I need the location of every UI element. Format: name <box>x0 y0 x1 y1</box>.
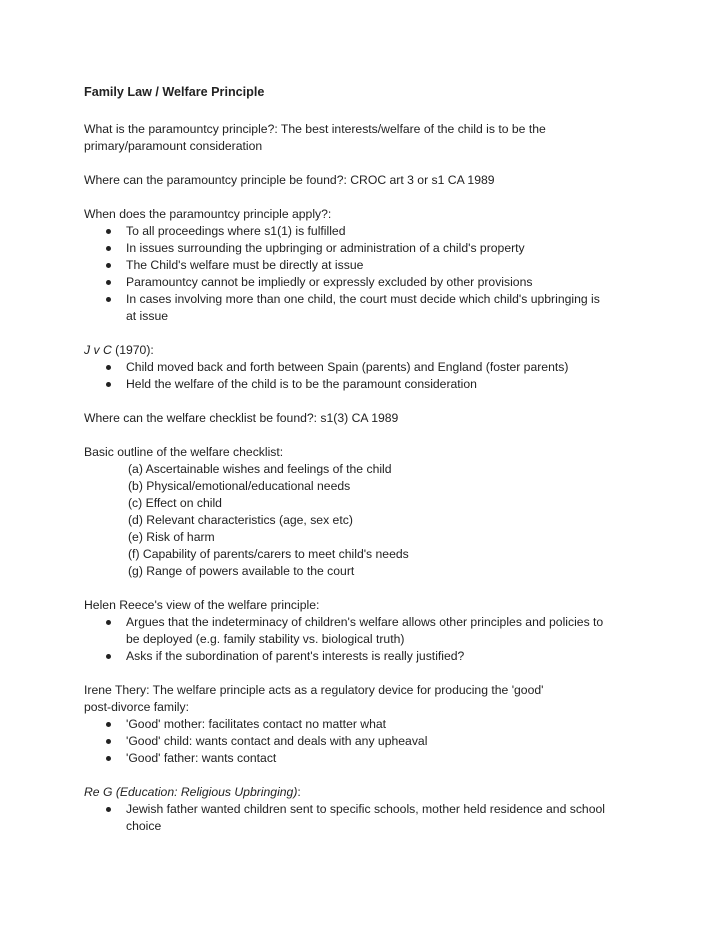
case-j-v-c <box>84 342 644 393</box>
case-j-v-c-list <box>84 359 644 393</box>
helen-reece-view <box>84 597 644 665</box>
list-item: 'Good' father: wants contact <box>84 750 644 767</box>
document-title: Family Law / Welfare Principle <box>84 85 265 99</box>
list-item: (g) Range of powers available to the court <box>128 564 355 578</box>
welfare-checklist-source-text: Where can the welfare checklist be found?: s1(3) CA 1989 <box>84 411 399 425</box>
list-item: (c) Effect on child <box>128 496 222 510</box>
paramountcy-application-heading: When does the paramountcy principle apply?: <box>84 207 332 221</box>
list-item: To all proceedings where s1(1) is fulfilled <box>84 223 644 240</box>
list-item: Child moved back and forth between Spain (parents) and England (foster parents) <box>84 359 644 376</box>
helen-reece-list <box>84 614 644 665</box>
list-item: (a) Ascertainable wishes and feelings of the child <box>128 462 392 476</box>
list-item: In cases involving more than one child, the court must decide which child's upbringing is at issue <box>84 291 644 325</box>
welfare-checklist-list <box>84 461 644 580</box>
welfare-checklist <box>84 444 644 580</box>
case-name: J v C <box>84 343 112 357</box>
helen-reece-heading: Helen Reece's view of the welfare principle: <box>84 598 320 612</box>
list-item: 'Good' child: wants contact and deals with any upheaval <box>84 733 644 750</box>
case-re-g <box>84 784 644 835</box>
case-name: Re G (Education: Religious Upbringing) <box>84 785 298 799</box>
list-item: In issues surrounding the upbringing or administration of a child's property <box>84 240 644 257</box>
paramountcy-application-list <box>84 223 644 325</box>
paramountcy-source-text: Where can the paramountcy principle be found?: CROC art 3 or s1 CA 1989 <box>84 173 495 187</box>
list-item: (e) Risk of harm <box>128 530 215 544</box>
irene-thery-list <box>84 716 644 767</box>
list-item: Argues that the indeterminacy of children's welfare allows other principles and policies to be deployed (e.g. family stability vs. biological truth) <box>84 614 644 648</box>
list-item: The Child's welfare must be directly at issue <box>84 257 644 274</box>
paramountcy-source <box>84 172 644 189</box>
case-re-g-heading: Re G (Education: Religious Upbringing): <box>84 785 301 799</box>
paramountcy-definition <box>84 121 644 155</box>
irene-thery-line-2: post-divorce family: <box>84 700 189 714</box>
list-item: Held the welfare of the child is to be the paramount consideration <box>84 376 644 393</box>
paramountcy-application <box>84 206 644 325</box>
list-item: (f) Capability of parents/carers to meet child's needs <box>128 547 409 561</box>
list-item: (d) Relevant characteristics (age, sex etc) <box>128 513 353 527</box>
list-item: 'Good' mother: facilitates contact no matter what <box>84 716 644 733</box>
welfare-checklist-source <box>84 410 644 427</box>
case-year: (1970): <box>111 343 154 357</box>
list-item: (b) Physical/emotional/educational needs <box>128 479 351 493</box>
case-j-v-c-heading <box>84 342 644 359</box>
list-item: Asks if the subordination of parent's interests is really justified? <box>84 648 644 665</box>
list-item: Jewish father wanted children sent to specific schools, mother held residence and school choice <box>84 801 644 835</box>
paramountcy-definition-line-2: primary/paramount consideration <box>84 139 263 153</box>
list-item: Paramountcy cannot be impliedly or expressly excluded by other provisions <box>84 274 644 291</box>
paramountcy-definition-line-1: What is the paramountcy principle?: The best interests/welfare of the child is to be the <box>84 122 546 136</box>
welfare-checklist-heading: Basic outline of the welfare checklist: <box>84 445 284 459</box>
irene-thery-view <box>84 682 644 767</box>
case-re-g-list <box>84 801 644 835</box>
irene-thery-line-1: Irene Thery: The welfare principle acts as a regulatory device for producing the 'good' <box>84 683 544 697</box>
